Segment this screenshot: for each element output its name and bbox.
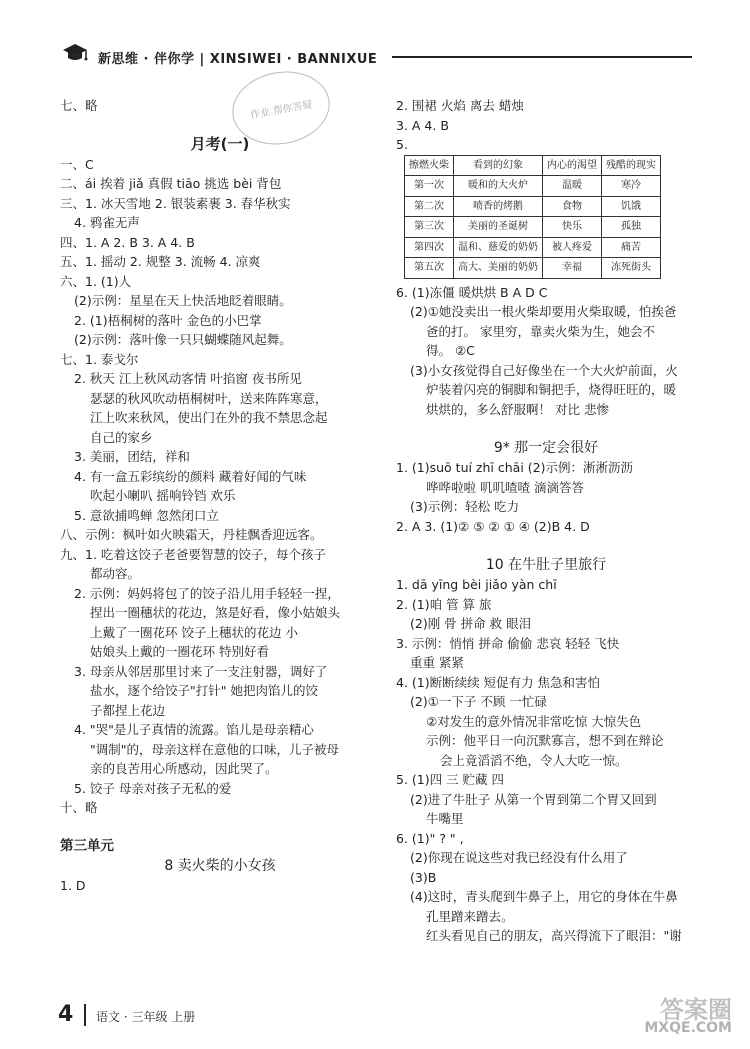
- table-header-row: [405, 155, 661, 176]
- right-bottom-answers: [396, 283, 696, 946]
- answer-line: 捏出一圈穗状的花边，煞是好看，像小姑娘头: [90, 605, 341, 620]
- header-rule: [392, 56, 692, 58]
- table-cell: 暖和的大火炉: [454, 176, 543, 197]
- answer-line: 五、1. 摇动 2. 规整 3. 流畅 4. 凉爽: [60, 254, 261, 269]
- answer-line: 1. (1)suō tuí zhī chāi (2)示例：淅淅沥沥: [396, 460, 633, 475]
- table-cell: 第二次: [405, 196, 454, 217]
- answer-line: 1. D: [60, 878, 86, 893]
- answer-line: 3. 母亲从邻居那里讨来了一支注射器，调好了: [74, 663, 328, 679]
- watermark-url: MXQE.COM: [644, 1020, 732, 1036]
- table-header-cell: 擦燃火柴: [405, 155, 454, 176]
- answer-line: 七、略: [60, 98, 98, 113]
- answer-line: 亲的良苦用心所感动，因此哭了。: [90, 761, 278, 776]
- graduation-cap-icon: [62, 42, 88, 66]
- answer-line: "调制"的，母亲这样在意他的口味，儿子被母: [90, 741, 339, 757]
- answer-line: 哗哗啦啦 叽叽喳喳 滴滴答答: [426, 479, 584, 495]
- answer-line: 炉装着闪亮的铜脚和铜把手，烧得旺旺的，暖: [426, 382, 677, 397]
- matchstick-answer-table: [404, 155, 661, 279]
- answer-line: [396, 419, 696, 439]
- table-cell: 幸福: [543, 258, 602, 279]
- answer-line: 3. 示例：悄悄 拼命 偷偷 悲哀 轻轻 飞快: [396, 635, 620, 651]
- answer-line: 自己的家乡: [90, 429, 153, 445]
- answer-line: 十、略: [60, 800, 98, 815]
- table-cell: 第一次: [405, 176, 454, 197]
- answer-line: 牛嘴里: [426, 811, 464, 826]
- answer-line: 重重 紧紧: [410, 655, 464, 670]
- answer-line: 3. 美丽，团结，祥和: [74, 449, 190, 464]
- answer-line: 6. (1)" ? " ,: [396, 830, 464, 846]
- answer-line: 月考(一): [190, 135, 250, 153]
- answer-line: 吹起小喇叭 摇响铃铛 欢乐: [90, 488, 236, 503]
- answer-line: 5. 饺子 母亲对孩子无私的爱: [74, 780, 232, 796]
- table-cell: 喷香的烤鹅: [454, 196, 543, 217]
- table-cell: 快乐: [543, 217, 602, 238]
- table-cell: 第五次: [405, 258, 454, 279]
- table-cell: 被人疼爱: [543, 237, 602, 258]
- answer-line: 2. A 3. (1)② ⑤ ② ① ④ (2)B 4. D: [396, 518, 590, 534]
- table-row: [405, 237, 661, 258]
- answer-line: (2)示例：星星在天上快活地眨着眼睛。: [74, 293, 292, 308]
- footer-book-title: 语文 · 三年级 上册: [96, 1010, 196, 1024]
- page-number: 4: [58, 1002, 74, 1027]
- answer-line: 孔里蹭来蹭去。: [426, 908, 514, 924]
- answer-line: 4. 有一盒五彩缤纷的颜料 藏着好闻的气味: [74, 468, 307, 484]
- table-cell: 痛苦: [602, 237, 661, 258]
- answer-line: (3)B: [410, 869, 437, 885]
- answer-line: 第三单元: [60, 838, 114, 854]
- table-cell: 第四次: [405, 237, 454, 258]
- table-cell: 饥饿: [602, 196, 661, 217]
- answer-line: 1. dā yīng bèi jiǎo yàn chī: [396, 577, 557, 592]
- table-cell: 第三次: [405, 217, 454, 238]
- table-cell: 寒冷: [602, 176, 661, 197]
- table-cell: 食物: [543, 196, 602, 217]
- answer-line: (2)刚 骨 拼命 救 眼泪: [410, 616, 532, 631]
- table-row: [405, 217, 661, 238]
- answer-line: 2. 示例：妈妈将包了的饺子沿儿用手轻轻一捏，: [74, 585, 340, 601]
- answer-line: 九、1. 吃着这饺子老爸要智慧的饺子，每个孩子: [60, 546, 326, 562]
- answer-line: 姑娘头上戴的一圈花环 特别好看: [90, 644, 269, 659]
- answer-line: 爸的打。 家里穷，靠卖火柴为生，她会不: [426, 323, 655, 339]
- answer-line: 一、C: [60, 156, 94, 172]
- answer-line: 瑟瑟的秋风吹动梧桐树叶，送来阵阵寒意，: [90, 390, 328, 406]
- footer-divider: [84, 1004, 86, 1026]
- answer-line: 二、ái 挨着 jiǎ 真假 tiāo 挑选 bèi 背包: [60, 176, 282, 191]
- watermark-logo: 答案圈: [660, 997, 732, 1024]
- answer-line: 8 卖火柴的小女孩: [164, 857, 276, 874]
- answer-line: 5. 意欲捕鸣蝉 忽然闭口立: [74, 507, 219, 523]
- table-header-cell: 残酷的现实: [602, 155, 661, 176]
- answer-line: 八、示例：枫叶如火映霜天，丹桂飘香迎远客。: [60, 527, 323, 542]
- answer-line: (2)进了牛肚子 从第一个胃到第二个胃又回到: [410, 791, 657, 807]
- answer-line: 七、1. 泰戈尔: [60, 351, 139, 367]
- header-title: 新思维 · 伴你学 | XINSIWEI · BANNIXUE: [98, 52, 378, 67]
- answer-line: 9* 那一定会很好: [493, 439, 599, 456]
- table-row: [405, 196, 661, 217]
- table-cell: 冻死街头: [602, 258, 661, 279]
- answer-line: 四、1. A 2. B 3. A 4. B: [60, 234, 195, 250]
- right-column: [396, 96, 696, 946]
- left-column: [60, 96, 380, 896]
- answer-line: 烘烘的，多么舒服啊！ 对比 悲惨: [426, 401, 609, 417]
- answer-line: 2. (1)梧桐树的落叶 金色的小巴掌: [74, 312, 262, 328]
- answer-line: 10 在牛肚子里旅行: [485, 556, 607, 573]
- table-row: [405, 176, 661, 197]
- answer-line: (3)小女孩觉得自己好像坐在一个大火炉前面，火: [410, 362, 678, 378]
- answer-line: 4. "哭"是儿子真情的流露。馅儿是母亲精心: [74, 722, 314, 737]
- answer-line: 2. 围裙 火焰 离去 蜡烛: [396, 98, 524, 113]
- answer-line: (2)你现在说这些对我已经没有什么用了: [410, 850, 628, 865]
- table-cell: 高大、美丽的奶奶: [454, 258, 543, 279]
- answer-line: 2. 秋天 江上秋风动客情 叶掐窗 夜书所见: [74, 371, 302, 386]
- stamp-text: 作业 帮你答疑: [249, 99, 314, 121]
- answer-line: 示例：他平日一向沉默寡言，想不到在辩论: [426, 733, 664, 748]
- answer-line: ②对发生的意外情况非常吃惊 大惊失色: [426, 713, 642, 729]
- answer-line: 子都捏上花边: [90, 702, 166, 718]
- table-cell: 温暖: [543, 176, 602, 197]
- answer-line: [60, 818, 380, 838]
- answer-line: (2)①一下子 不顾 一忙碌: [410, 694, 547, 709]
- answer-line: 4. (1)断断续续 短促有力 焦急和害怕: [396, 674, 601, 690]
- table-cell: 温和、慈爱的奶奶: [454, 237, 543, 258]
- answer-line: (3)示例：轻松 吃力: [410, 499, 520, 514]
- answer-line: 江上吹来秋风，使出门在外的我不禁思念起: [90, 410, 328, 425]
- answer-line: 会上竟滔滔不绝，令人大吃一惊。: [440, 752, 628, 768]
- answer-line: (2)①她没卖出一根火柴却要用火柴取暖，怕挨爸: [410, 304, 677, 319]
- answer-line: 5.: [396, 137, 408, 152]
- answer-line: 3. A 4. B: [396, 117, 449, 133]
- answer-line: 5. (1)四 三 贮藏 四: [396, 772, 505, 787]
- right-top-answers: [396, 96, 696, 155]
- answer-line: 上戴了一圈花环 饺子上穗状的花边 小: [90, 624, 298, 640]
- table-row: [405, 258, 661, 279]
- answer-line: 得。 ②C: [426, 343, 475, 358]
- answer-line: (4)这时，青头爬到牛鼻子上，用它的身体在牛鼻: [410, 889, 678, 904]
- answer-line: 六、1. (1)人: [60, 273, 132, 289]
- answer-line: [60, 116, 380, 136]
- answer-line: 4. 鸦雀无声: [74, 215, 140, 230]
- answer-line: 6. (1)冻僵 暖烘烘 B A D C: [396, 284, 548, 300]
- table-header-cell: 看到的幻象: [454, 155, 543, 176]
- answer-line: 都动容。: [90, 566, 141, 581]
- table-header-cell: 内心的渴望: [543, 155, 602, 176]
- answer-line: 三、1. 冰天雪地 2. 银装素裹 3. 春华秋实: [60, 195, 291, 211]
- answer-line: 盐水，逐个给饺子"打针" 她把肉馅儿的饺: [90, 683, 318, 698]
- answer-line: 2. (1)咱 管 算 旅: [396, 596, 492, 612]
- table-cell: 美丽的圣诞树: [454, 217, 543, 238]
- answer-line: (2)示例：落叶像一只只蝴蝶随风起舞。: [74, 332, 292, 347]
- table-cell: 孤独: [602, 217, 661, 238]
- answer-line: 红头看见自己的朋友，高兴得流下了眼泪："谢: [426, 928, 682, 943]
- answer-line: [396, 536, 696, 556]
